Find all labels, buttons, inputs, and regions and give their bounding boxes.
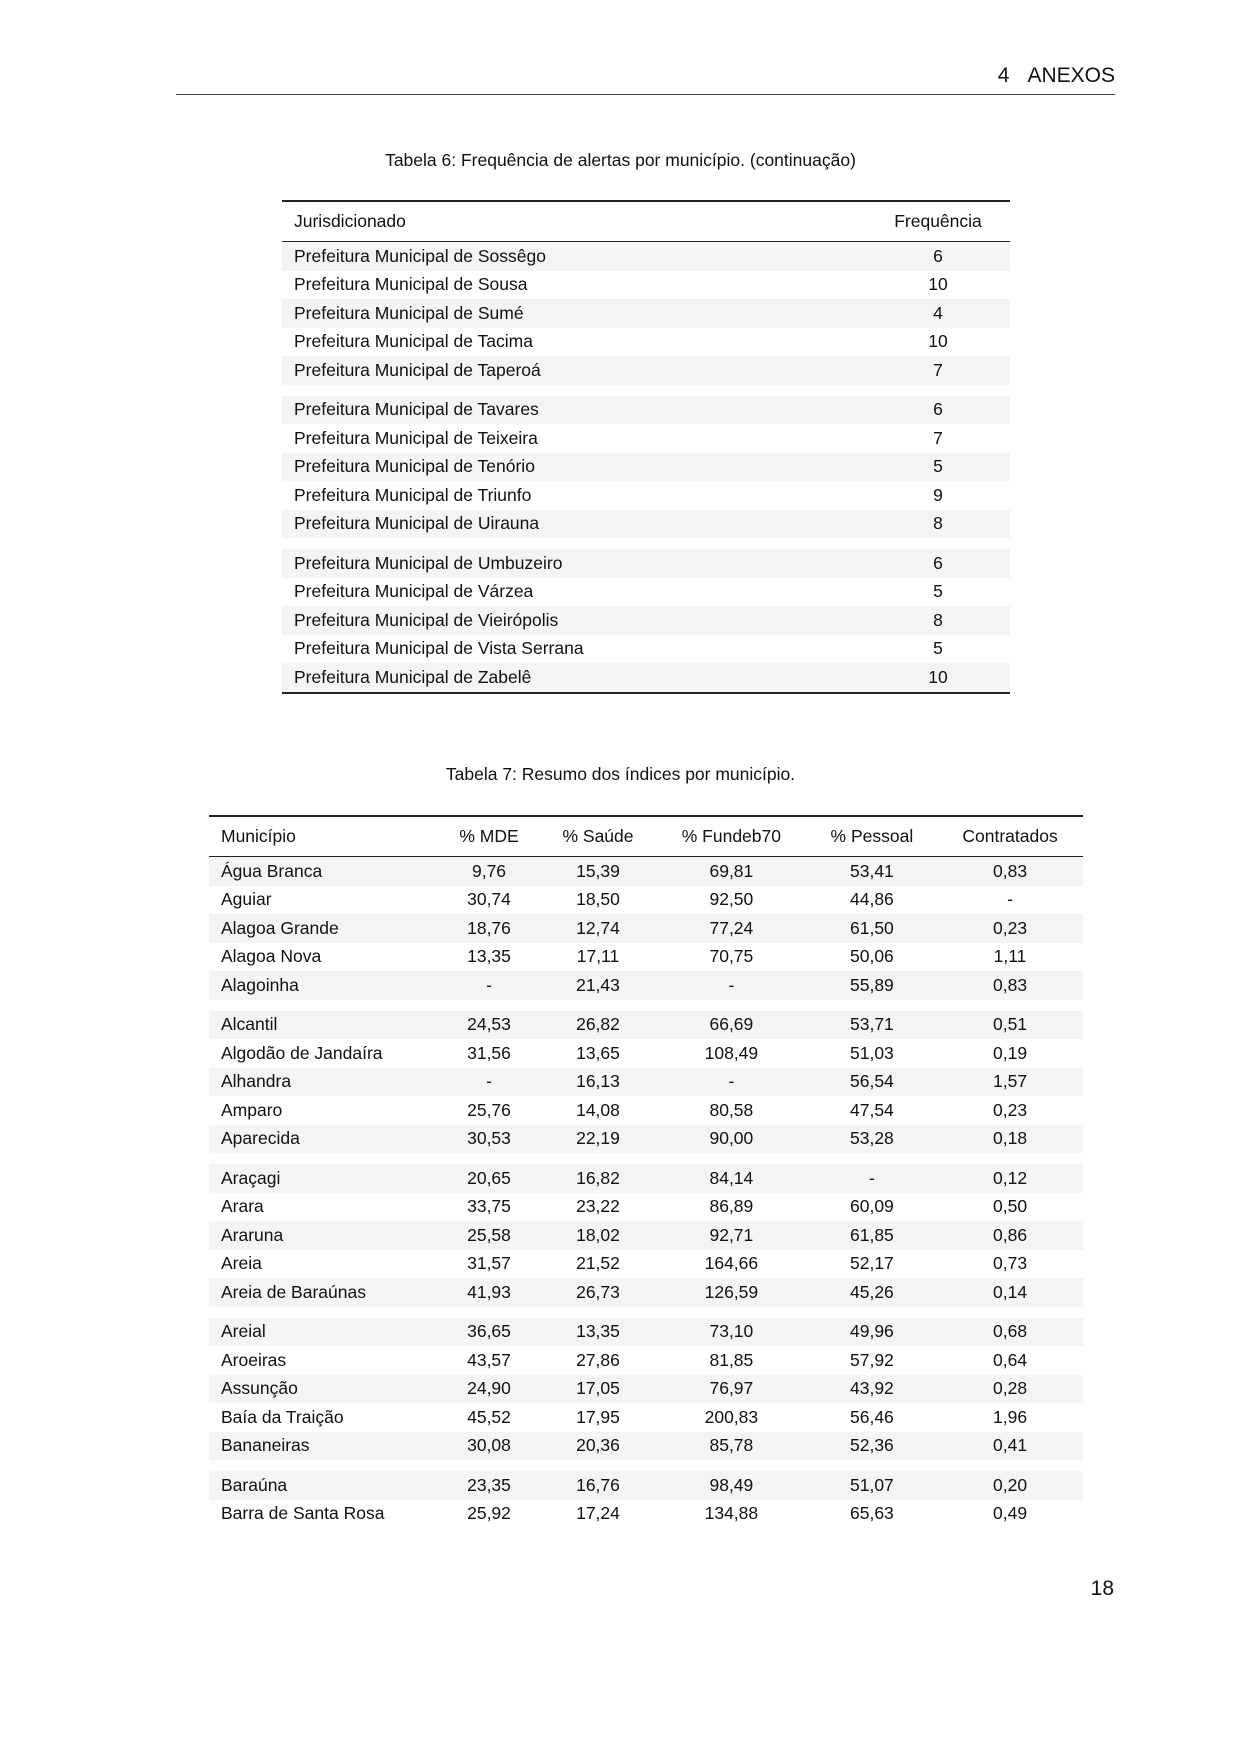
value-cell: 0,86 — [937, 1221, 1083, 1250]
value-cell: 52,17 — [850, 1253, 894, 1274]
value-cell: 53,28 — [807, 1125, 937, 1154]
table-row — [209, 1375, 1083, 1404]
value-cell: 70,75 — [709, 946, 754, 967]
row-group-spacer — [209, 1153, 1083, 1164]
section-title: ANEXOS — [1027, 64, 1115, 87]
row-label-cell: Alagoa Grande — [209, 914, 438, 943]
value-cell: 0,83 — [937, 857, 1083, 886]
table-row — [282, 299, 1010, 328]
value-cell: 0,14 — [937, 1278, 1083, 1307]
value-cell: 90,00 — [656, 1125, 807, 1154]
value-cell: 30,08 — [438, 1432, 540, 1461]
table-row — [209, 857, 1083, 886]
value-cell: 6 — [866, 242, 1010, 271]
column-header-municipio: Município — [221, 826, 296, 846]
table-row — [209, 1403, 1083, 1432]
table-row — [282, 424, 1010, 453]
table-row — [282, 242, 1010, 271]
table-row — [209, 1221, 1083, 1250]
row-label-cell: Prefeitura Municipal de Tenório — [282, 453, 866, 482]
value-cell: 13,35 — [540, 1318, 656, 1347]
value-cell: 0,23 — [937, 914, 1083, 943]
table-row — [282, 635, 1010, 664]
row-label-cell: Prefeitura Municipal de Vieirópolis — [282, 606, 866, 635]
table-row — [209, 1125, 1083, 1154]
value-cell: 12,74 — [540, 914, 656, 943]
value-cell: 0,68 — [937, 1318, 1083, 1347]
table-row — [209, 1278, 1083, 1307]
value-cell: 16,76 — [540, 1471, 656, 1500]
row-group-spacer — [282, 538, 1010, 549]
value-cell: 20,36 — [540, 1432, 656, 1461]
value-cell: 18,76 — [438, 914, 540, 943]
value-cell: 26,82 — [540, 1011, 656, 1040]
table-row — [282, 328, 1010, 357]
value-cell: 56,54 — [807, 1068, 937, 1097]
value-cell: 41,93 — [438, 1278, 540, 1307]
value-cell: - — [438, 971, 540, 1000]
value-cell: 22,19 — [540, 1125, 656, 1154]
value-cell: 17,95 — [576, 1406, 620, 1427]
value-cell: 31,57 — [467, 1253, 511, 1274]
value-cell: 108,49 — [704, 1042, 759, 1063]
value-cell: 126,59 — [656, 1278, 807, 1307]
table-row — [209, 1318, 1083, 1347]
value-cell: 45,52 — [467, 1406, 511, 1427]
value-cell: 15,39 — [540, 857, 656, 886]
row-label-cell: Barra de Santa Rosa — [221, 1503, 385, 1524]
value-cell: 17,05 — [540, 1375, 656, 1404]
row-label-cell: Prefeitura Municipal de Sumé — [282, 299, 866, 328]
column-header-jurisdicionado: Jurisdicionado — [294, 211, 406, 231]
value-cell: 8 — [866, 606, 1010, 635]
row-label-cell: Prefeitura Municipal de Várzea — [294, 581, 534, 602]
value-cell: 13,35 — [467, 946, 511, 967]
value-cell: 0,49 — [993, 1503, 1028, 1524]
page-number: 18 — [1090, 1577, 1114, 1600]
value-cell: 77,24 — [656, 914, 807, 943]
row-label-cell: Prefeitura Municipal de Triunfo — [294, 484, 532, 505]
table-row — [282, 606, 1010, 635]
value-cell: 36,65 — [438, 1318, 540, 1347]
value-cell: 30,53 — [438, 1125, 540, 1154]
column-header-pessoal: % Pessoal — [830, 826, 914, 846]
row-label-cell: Prefeitura Municipal de Taperoá — [282, 356, 866, 385]
value-cell: 60,09 — [850, 1196, 894, 1217]
row-label-cell: Aguiar — [221, 889, 272, 910]
table-row — [209, 914, 1083, 943]
value-cell: 0,64 — [993, 1349, 1028, 1370]
value-cell: 84,14 — [656, 1164, 807, 1193]
running-header — [176, 64, 1115, 95]
value-cell: 0,12 — [937, 1164, 1083, 1193]
value-cell: 51,03 — [850, 1042, 894, 1063]
row-label-cell: Prefeitura Municipal de Vista Serrana — [294, 638, 584, 659]
row-label-cell: Algodão de Jandaíra — [221, 1042, 383, 1063]
value-cell: 200,83 — [704, 1406, 759, 1427]
value-cell: 16,13 — [540, 1068, 656, 1097]
table-row — [209, 1471, 1083, 1500]
row-label-cell: Prefeitura Municipal de Sousa — [294, 274, 528, 295]
row-label-cell: Prefeitura Municipal de Sossêgo — [282, 242, 866, 271]
value-cell: 92,50 — [709, 889, 754, 910]
value-cell: 8 — [866, 510, 1010, 539]
value-cell: - — [656, 971, 807, 1000]
value-cell: 53,41 — [807, 857, 937, 886]
row-label-cell: Arara — [221, 1196, 264, 1217]
value-cell: 51,07 — [807, 1471, 937, 1500]
value-cell: 9 — [933, 484, 943, 505]
table-row — [282, 356, 1010, 385]
value-cell: 44,86 — [850, 889, 894, 910]
row-label-cell: Prefeitura Municipal de Uirauna — [282, 510, 866, 539]
value-cell: 164,66 — [704, 1253, 759, 1274]
table-row — [282, 396, 1010, 425]
value-cell: 6 — [866, 396, 1010, 425]
table7-caption: Tabela 7: Resumo dos índices por município. — [445, 764, 796, 784]
value-cell: 73,10 — [656, 1318, 807, 1347]
table6-caption: Tabela 6: Frequência de alertas por município. (continuação) — [385, 150, 856, 170]
table-header-row — [209, 816, 1083, 857]
row-label-cell: Alhandra — [209, 1068, 438, 1097]
value-cell: 25,92 — [467, 1503, 511, 1524]
value-cell: 57,92 — [850, 1349, 894, 1370]
value-cell: 18,02 — [540, 1221, 656, 1250]
table-row — [209, 1096, 1083, 1125]
value-cell: 9,76 — [438, 857, 540, 886]
value-cell: 66,69 — [656, 1011, 807, 1040]
column-header-fundeb70: % Fundeb70 — [681, 826, 781, 846]
value-cell: - — [807, 1164, 937, 1193]
row-label-cell: Bananeiras — [209, 1432, 438, 1461]
value-cell: 52,36 — [807, 1432, 937, 1461]
table-row — [209, 1193, 1083, 1222]
row-group-spacer — [209, 1460, 1083, 1471]
value-cell: 7 — [933, 427, 943, 448]
value-cell: 5 — [933, 638, 943, 659]
value-cell: 55,89 — [807, 971, 937, 1000]
row-label-cell: Araruna — [209, 1221, 438, 1250]
value-cell: 10 — [928, 274, 948, 295]
value-cell: 0,28 — [937, 1375, 1083, 1404]
table-row — [209, 943, 1083, 972]
column-header-contratados: Contratados — [962, 826, 1058, 846]
value-cell: 24,90 — [438, 1375, 540, 1404]
row-label-cell: Prefeitura Municipal de Tacima — [294, 331, 533, 352]
row-label-cell: Água Branca — [209, 857, 438, 886]
table-row — [209, 1039, 1083, 1068]
value-cell: 10 — [866, 663, 1010, 693]
row-label-cell: Assunção — [209, 1375, 438, 1404]
value-cell: 25,58 — [438, 1221, 540, 1250]
table-row — [209, 1500, 1083, 1529]
value-cell: 49,96 — [807, 1318, 937, 1347]
value-cell: 6 — [866, 549, 1010, 578]
row-label-cell: Araçagi — [209, 1164, 438, 1193]
row-label-cell: Amparo — [221, 1099, 283, 1120]
value-cell: 86,89 — [709, 1196, 754, 1217]
value-cell: 0,83 — [937, 971, 1083, 1000]
value-cell: 10 — [928, 331, 948, 352]
table-row — [209, 1432, 1083, 1461]
value-cell: 98,49 — [656, 1471, 807, 1500]
value-cell: 53,71 — [807, 1011, 937, 1040]
row-label-cell: Prefeitura Municipal de Umbuzeiro — [282, 549, 866, 578]
table-row — [209, 1164, 1083, 1193]
value-cell: 17,11 — [576, 946, 620, 967]
table-row — [282, 271, 1010, 300]
value-cell: 0,19 — [993, 1042, 1028, 1063]
value-cell: 61,50 — [807, 914, 937, 943]
value-cell: 7 — [866, 356, 1010, 385]
value-cell: 0,41 — [937, 1432, 1083, 1461]
value-cell: 76,97 — [656, 1375, 807, 1404]
table-row — [282, 453, 1010, 482]
value-cell: 50,06 — [850, 946, 894, 967]
row-label-cell: Alagoa Nova — [221, 946, 322, 967]
row-group-spacer — [282, 385, 1010, 396]
value-cell: 27,86 — [576, 1349, 620, 1370]
row-label-cell: Areia — [221, 1253, 262, 1274]
value-cell: 14,08 — [576, 1099, 620, 1120]
value-cell: 92,71 — [656, 1221, 807, 1250]
value-cell: 16,82 — [540, 1164, 656, 1193]
value-cell: 25,76 — [467, 1099, 511, 1120]
value-cell: 134,88 — [704, 1503, 759, 1524]
row-label-cell: Areia de Baraúnas — [209, 1278, 438, 1307]
value-cell: 0,20 — [937, 1471, 1083, 1500]
table-row — [282, 663, 1010, 693]
row-label-cell: Baía da Traição — [221, 1406, 344, 1427]
table7-index-summary — [209, 815, 1083, 1528]
value-cell: 5 — [866, 453, 1010, 482]
table-row — [282, 578, 1010, 607]
value-cell: - — [1007, 889, 1013, 910]
value-cell: 0,50 — [993, 1196, 1028, 1217]
value-cell: 45,26 — [807, 1278, 937, 1307]
value-cell: 20,65 — [438, 1164, 540, 1193]
value-cell: 13,65 — [576, 1042, 620, 1063]
value-cell: 0,23 — [993, 1099, 1028, 1120]
value-cell: 1,57 — [937, 1068, 1083, 1097]
row-group-spacer — [209, 1307, 1083, 1318]
row-label-cell: Alagoinha — [209, 971, 438, 1000]
value-cell: 61,85 — [807, 1221, 937, 1250]
table-row — [209, 1346, 1083, 1375]
value-cell: 23,35 — [438, 1471, 540, 1500]
row-label-cell: Baraúna — [209, 1471, 438, 1500]
value-cell: 81,85 — [709, 1349, 754, 1370]
table6-alert-frequency — [282, 200, 1010, 694]
row-group-spacer — [209, 1000, 1083, 1011]
value-cell: 56,46 — [850, 1406, 894, 1427]
value-cell: - — [656, 1068, 807, 1097]
value-cell: 43,92 — [807, 1375, 937, 1404]
value-cell: 18,50 — [576, 889, 620, 910]
table-row — [282, 510, 1010, 539]
value-cell: 4 — [866, 299, 1010, 328]
value-cell: 1,96 — [993, 1406, 1028, 1427]
row-label-cell: Prefeitura Municipal de Teixeira — [294, 427, 538, 448]
value-cell: 24,53 — [438, 1011, 540, 1040]
row-label-cell: Prefeitura Municipal de Zabelê — [282, 663, 866, 693]
table-header-row — [282, 201, 1010, 242]
value-cell: 43,57 — [467, 1349, 511, 1370]
value-cell: 65,63 — [850, 1503, 894, 1524]
value-cell: 0,18 — [937, 1125, 1083, 1154]
value-cell: 21,43 — [540, 971, 656, 1000]
value-cell: 26,73 — [540, 1278, 656, 1307]
row-label-cell: Prefeitura Municipal de Tavares — [282, 396, 866, 425]
table-row — [209, 1011, 1083, 1040]
value-cell: 5 — [933, 581, 943, 602]
column-header-saude: % Saúde — [562, 826, 634, 846]
value-cell: 85,78 — [656, 1432, 807, 1461]
value-cell: 69,81 — [656, 857, 807, 886]
value-cell: 30,74 — [467, 889, 511, 910]
row-label-cell: Aparecida — [209, 1125, 438, 1154]
table-row — [209, 1250, 1083, 1279]
value-cell: 80,58 — [709, 1099, 754, 1120]
table-row — [282, 549, 1010, 578]
table-row — [209, 971, 1083, 1000]
value-cell: 21,52 — [576, 1253, 620, 1274]
row-label-cell: Alcantil — [209, 1011, 438, 1040]
row-label-cell: Aroeiras — [221, 1349, 287, 1370]
value-cell: 33,75 — [467, 1196, 511, 1217]
table-row — [282, 481, 1010, 510]
value-cell: 31,56 — [467, 1042, 511, 1063]
column-header-mde: % MDE — [459, 826, 519, 846]
table-row — [209, 1068, 1083, 1097]
value-cell: 0,51 — [937, 1011, 1083, 1040]
column-header-frequencia: Frequência — [894, 211, 982, 231]
value-cell: 47,54 — [850, 1099, 894, 1120]
value-cell: 17,24 — [576, 1503, 620, 1524]
section-number: 4 — [997, 64, 1010, 87]
value-cell: - — [438, 1068, 540, 1097]
value-cell: 0,73 — [993, 1253, 1028, 1274]
value-cell: 1,11 — [993, 946, 1027, 967]
row-label-cell: Areial — [209, 1318, 438, 1347]
table-row — [209, 886, 1083, 915]
value-cell: 23,22 — [576, 1196, 620, 1217]
